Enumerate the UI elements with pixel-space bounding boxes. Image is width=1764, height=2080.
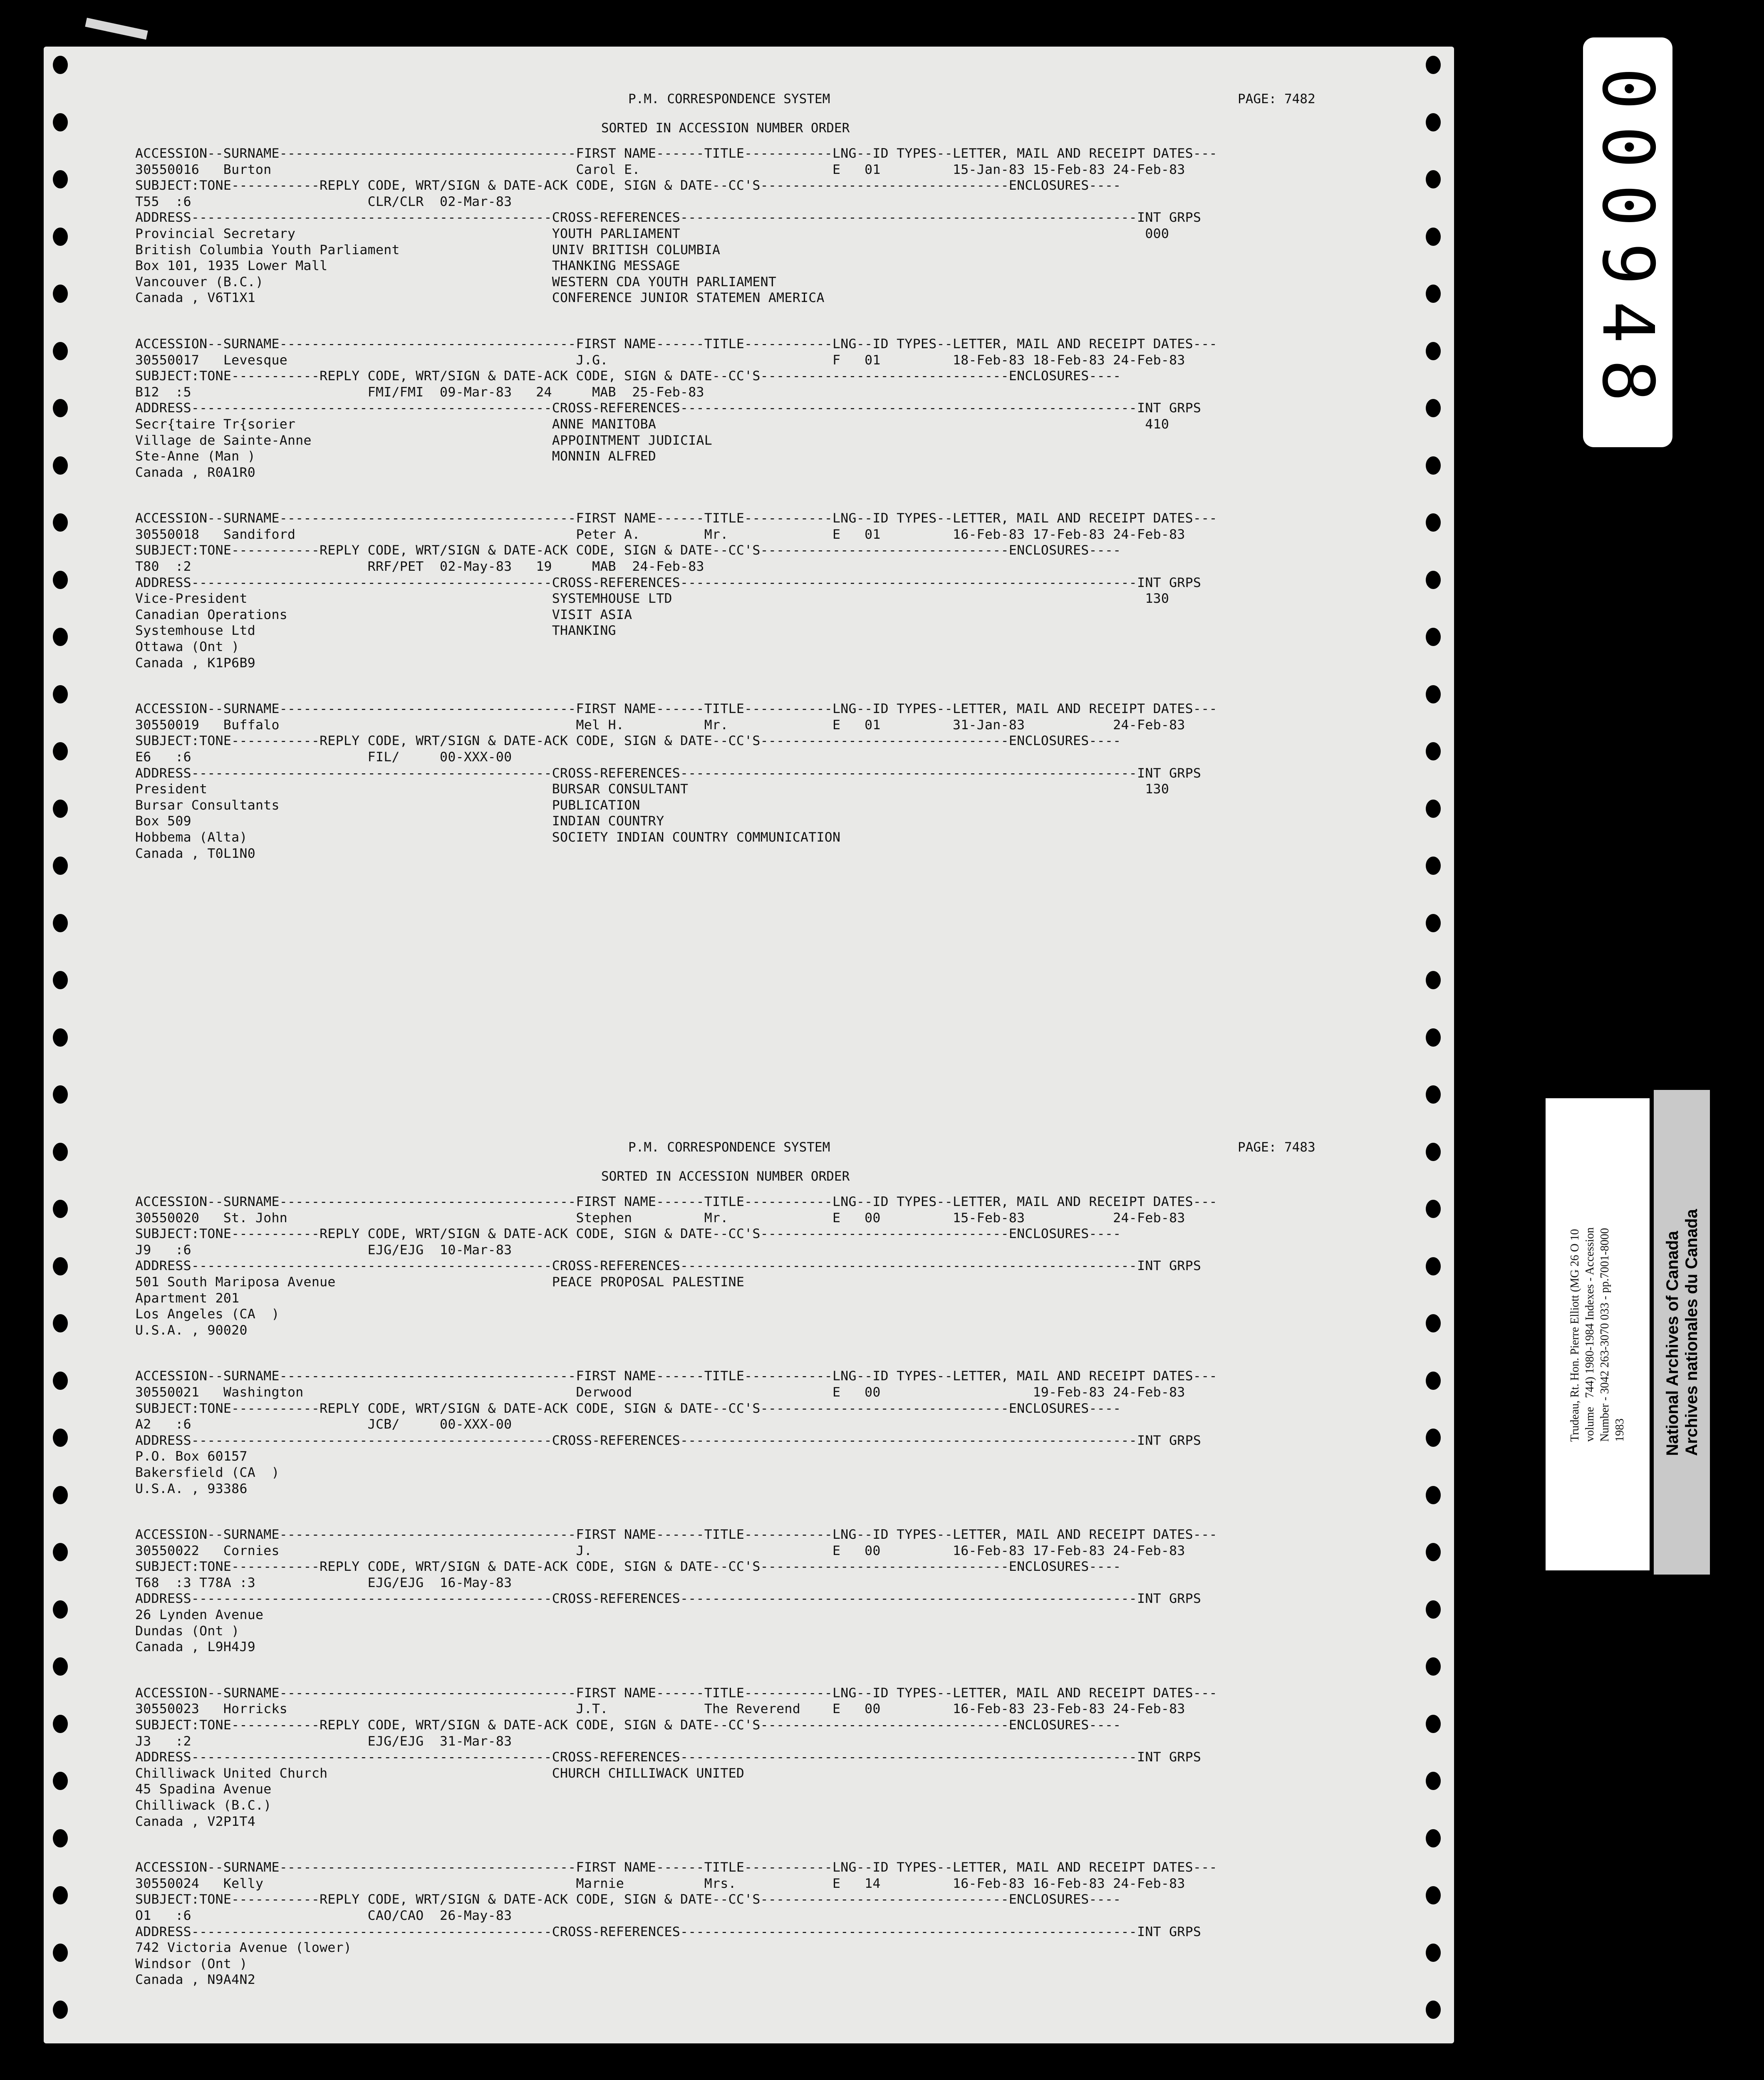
record-line: T55 :6 CLR/CLR 02-Mar-83 (135, 194, 512, 209)
report-page (135, 1140, 1367, 2018)
tractor-hole (53, 1829, 68, 1847)
tractor-hole (1426, 914, 1441, 932)
archive-name-label (1654, 1090, 1710, 1575)
accession-record (135, 1860, 1367, 1988)
tractor-hole (53, 1772, 68, 1790)
record-line: 30550024 Kelly Marnie Mrs. E 14 16-Feb-83 16-Feb-83 24-Feb-83 (135, 1876, 1185, 1891)
tractor-hole (1426, 399, 1441, 417)
accession-record (135, 146, 1367, 306)
record-line: Village de Sainte-Anne APPOINTMENT JUDICIAL (135, 433, 713, 448)
record-line: SUBJECT:TONE-----------REPLY CODE, WRT/SIGN & DATE-ACK CODE, SIGN & DATE--CC'S-------------------------------ENCLOSURES---- (135, 1401, 1121, 1416)
tractor-hole (1426, 1085, 1441, 1104)
tractor-hole (1426, 1314, 1441, 1332)
tractor-hole (1426, 1944, 1441, 1962)
record-line: SUBJECT:TONE-----------REPLY CODE, WRT/SIGN & DATE-ACK CODE, SIGN & DATE--CC'S-------------------------------ENCLOSURES---- (135, 1559, 1121, 1575)
record-line: P.O. Box 60157 (135, 1449, 248, 1464)
archive-description (1568, 1227, 1628, 1442)
record-line: ADDRESS---------------------------------------------CROSS-REFERENCES---------------------------------------------------------INT GRPS (135, 765, 1202, 781)
record-line: 45 Spadina Avenue (135, 1782, 272, 1797)
record-line: SUBJECT:TONE-----------REPLY CODE, WRT/SIGN & DATE-ACK CODE, SIGN & DATE--CC'S-------------------------------ENCLOSURES---- (135, 543, 1121, 558)
record-line: E6 :6 FIL/ 00-XXX-00 (135, 750, 512, 765)
record-line: ACCESSION--SURNAME-------------------------------------FIRST NAME------TITLE-----------LNG--ID TYPES--LETTER, MAIL AND RECEIPT DATES--- (135, 146, 1217, 161)
tractor-hole (1426, 800, 1441, 818)
record-line: Los Angeles (CA ) (135, 1307, 280, 1322)
record-line: SUBJECT:TONE-----------REPLY CODE, WRT/SIGN & DATE-ACK CODE, SIGN & DATE--CC'S-------------------------------ENCLOSURES---- (135, 733, 1121, 749)
record-line: Canada , K1P6B9 (135, 655, 255, 671)
page-number: PAGE: 7483 (1238, 1140, 1316, 1155)
tractor-hole (1426, 1829, 1441, 1847)
tractor-hole (53, 2001, 68, 2019)
page-header (135, 92, 1367, 146)
tractor-hole (53, 1257, 68, 1275)
tractor-hole (53, 1314, 68, 1332)
record-line: ADDRESS---------------------------------------------CROSS-REFERENCES---------------------------------------------------------INT GRPS (135, 210, 1202, 225)
page-number: PAGE: 7482 (1238, 92, 1316, 106)
tractor-hole (53, 228, 68, 246)
record-line: 30550023 Horricks J.T. The Reverend E 00 16-Feb-83 23-Feb-83 24-Feb-83 (135, 1701, 1185, 1717)
tractor-hole (1426, 1715, 1441, 1733)
record-line: Bakersfield (CA ) (135, 1465, 280, 1480)
sort-title: SORTED IN ACCESSION NUMBER ORDER (601, 121, 850, 136)
tractor-hole (1426, 628, 1441, 646)
record-line: J9 :6 EJG/EJG 10-Mar-83 (135, 1242, 512, 1258)
tractor-hole (1426, 1372, 1441, 1390)
accession-record (135, 1368, 1367, 1497)
record-line: A2 :6 JCB/ 00-XXX-00 (135, 1417, 512, 1432)
record-line: ACCESSION--SURNAME-------------------------------------FIRST NAME------TITLE-----------LNG--ID TYPES--LETTER, MAIL AND RECEIPT DATES--- (135, 511, 1217, 526)
tractor-hole (53, 1028, 68, 1047)
tractor-hole (1426, 685, 1441, 703)
record-line: Box 101, 1935 Lower Mall THANKING MESSAGE (135, 258, 680, 274)
tractor-hole (53, 170, 68, 188)
record-line: 30550021 Washington Derwood E 00 19-Feb-83 24-Feb-83 (135, 1384, 1185, 1400)
tractor-hole (53, 1200, 68, 1218)
record-line: T80 :2 RRF/PET 02-May-83 19 MAB 24-Feb-83 (135, 559, 704, 574)
archive-name (1663, 1209, 1701, 1456)
tractor-hole (53, 285, 68, 303)
record-line: Provincial Secretary YOUTH PARLIAMENT 000 (135, 226, 1169, 241)
tractor-hole (1426, 1028, 1441, 1047)
archive-description-label (1546, 1098, 1650, 1570)
record-list (135, 146, 1367, 862)
record-line: Secr{taire Tr{sorier ANNE MANITOBA 410 (135, 416, 1169, 432)
paper-corner-mark (85, 18, 148, 40)
tractor-hole (1426, 971, 1441, 989)
record-line: 30550018 Sandiford Peter A. Mr. E 01 16-Feb-83 17-Feb-83 24-Feb-83 (135, 527, 1185, 542)
record-line: ACCESSION--SURNAME-------------------------------------FIRST NAME------TITLE-----------LNG--ID TYPES--LETTER, MAIL AND RECEIPT DATES--- (135, 336, 1217, 352)
record-line: Dundas (Ont ) (135, 1623, 240, 1639)
accession-record (135, 510, 1367, 671)
tractor-hole (1426, 1657, 1441, 1676)
record-line: ACCESSION--SURNAME-------------------------------------FIRST NAME------TITLE-----------LNG--ID TYPES--LETTER, MAIL AND RECEIPT DATES--- (135, 1527, 1217, 1543)
record-line: Chilliwack (B.C.) (135, 1798, 272, 1813)
record-line: Vice-President SYSTEMHOUSE LTD 130 (135, 591, 1169, 607)
record-line: Bursar Consultants PUBLICATION (135, 797, 640, 813)
tractor-hole (1426, 1143, 1441, 1161)
accession-record (135, 1685, 1367, 1830)
record-line: Vancouver (B.C.) WESTERN CDA YOUTH PARLIAMENT (135, 274, 777, 290)
record-line: ADDRESS---------------------------------------------CROSS-REFERENCES---------------------------------------------------------INT GRPS (135, 1433, 1202, 1448)
tractor-hole (1426, 170, 1441, 188)
record-line: ADDRESS---------------------------------------------CROSS-REFERENCES---------------------------------------------------------INT GRPS (135, 401, 1202, 416)
tractor-hole (1426, 56, 1441, 74)
record-line: Canada , V2P1T4 (135, 1814, 255, 1829)
tractor-hole (1426, 113, 1441, 131)
archive-description-line: 1983 (1613, 1418, 1626, 1442)
tractor-hole (53, 800, 68, 818)
record-line: 30550017 Levesque J.G. F 01 18-Feb-83 18-Feb-83 24-Feb-83 (135, 352, 1185, 368)
tractor-hole (53, 1372, 68, 1390)
tractor-hole (53, 914, 68, 932)
record-line: ACCESSION--SURNAME-------------------------------------FIRST NAME------TITLE-----------LNG--ID TYPES--LETTER, MAIL AND RECEIPT DATES--- (135, 1194, 1217, 1209)
record-line: ACCESSION--SURNAME-------------------------------------FIRST NAME------TITLE-----------LNG--ID TYPES--LETTER, MAIL AND RECEIPT DATES--- (135, 701, 1217, 717)
tractor-hole (1426, 742, 1441, 760)
printout-sheet (44, 47, 1454, 2043)
tractor-hole (53, 456, 68, 475)
record-line: Ste-Anne (Man ) MONNIN ALFRED (135, 449, 657, 464)
tractor-hole (53, 513, 68, 532)
accession-record (135, 336, 1367, 480)
tractor-hole (1426, 513, 1441, 532)
tractor-hole (53, 1429, 68, 1447)
archive-description-line: Trudeau, Rt. Hon. Pierre Elliott (MG 26 O 10 (1568, 1228, 1581, 1442)
sort-title: SORTED IN ACCESSION NUMBER ORDER (601, 1169, 850, 1184)
tractor-hole (53, 971, 68, 989)
tractor-hole (53, 628, 68, 646)
record-line: ADDRESS---------------------------------------------CROSS-REFERENCES---------------------------------------------------------INT GRPS (135, 1750, 1202, 1765)
record-line: SUBJECT:TONE-----------REPLY CODE, WRT/SIGN & DATE-ACK CODE, SIGN & DATE--CC'S-------------------------------ENCLOSURES---- (135, 1892, 1121, 1907)
record-line: ACCESSION--SURNAME-------------------------------------FIRST NAME------TITLE-----------LNG--ID TYPES--LETTER, MAIL AND RECEIPT DATES--- (135, 1860, 1217, 1875)
record-line: U.S.A. , 90020 (135, 1322, 248, 1338)
record-line: Canada , N9A4N2 (135, 1972, 255, 1988)
tractor-hole (1426, 1200, 1441, 1218)
tractor-hole (53, 571, 68, 589)
record-line: Hobbema (Alta) SOCIETY INDIAN COUNTRY COMMUNICATION (135, 830, 841, 845)
tractor-hole (53, 113, 68, 131)
page-header (135, 1140, 1367, 1194)
archive-description-line: Number - 3042 263-3070 033 - pp.7001-8000 (1598, 1228, 1611, 1442)
record-line: Canada , T0L1N0 (135, 846, 255, 861)
record-line: ADDRESS---------------------------------------------CROSS-REFERENCES---------------------------------------------------------INT GRPS (135, 1258, 1202, 1274)
record-line: British Columbia Youth Parliament UNIV BRITISH COLUMBIA (135, 242, 721, 258)
system-title: P.M. CORRESPONDENCE SYSTEM (628, 1140, 830, 1155)
tractor-hole (1426, 285, 1441, 303)
frame-number: 000948 (1586, 67, 1669, 418)
record-line: 30550019 Buffalo Mel H. Mr. E 01 31-Jan-83 24-Feb-83 (135, 717, 1185, 733)
accession-record (135, 701, 1367, 862)
record-line: SUBJECT:TONE-----------REPLY CODE, WRT/SIGN & DATE-ACK CODE, SIGN & DATE--CC'S-------------------------------ENCLOSURES---- (135, 1226, 1121, 1242)
record-line: SUBJECT:TONE-----------REPLY CODE, WRT/SIGN & DATE-ACK CODE, SIGN & DATE--CC'S-------------------------------ENCLOSURES---- (135, 369, 1121, 384)
record-line: ACCESSION--SURNAME-------------------------------------FIRST NAME------TITLE-----------LNG--ID TYPES--LETTER, MAIL AND RECEIPT DATES--- (135, 1685, 1217, 1701)
tractor-hole (1426, 1429, 1441, 1447)
tractor-hole (53, 1657, 68, 1676)
tractor-hole (53, 1543, 68, 1561)
record-line: 501 South Mariposa Avenue PEACE PROPOSAL PALESTINE (135, 1274, 745, 1290)
record-line: 26 Lynden Avenue (135, 1607, 264, 1623)
tractor-hole (53, 1886, 68, 1904)
tractor-hole (1426, 228, 1441, 246)
tractor-hole (1426, 2001, 1441, 2019)
tractor-hole (1426, 1886, 1441, 1904)
record-line: Box 509 INDIAN COUNTRY (135, 814, 664, 829)
tractor-hole (53, 56, 68, 74)
accession-record (135, 1527, 1367, 1655)
record-line: U.S.A. , 93386 (135, 1481, 248, 1496)
record-line: Canada , V6T1X1 CONFERENCE JUNIOR STATEMEN AMERICA (135, 290, 825, 306)
record-line: ACCESSION--SURNAME-------------------------------------FIRST NAME------TITLE-----------LNG--ID TYPES--LETTER, MAIL AND RECEIPT DATES--- (135, 1369, 1217, 1384)
tractor-hole (53, 1085, 68, 1104)
record-line: ADDRESS---------------------------------------------CROSS-REFERENCES---------------------------------------------------------INT GRPS (135, 1591, 1202, 1607)
accession-record (135, 1194, 1367, 1338)
tractor-hole (53, 1600, 68, 1619)
record-line: T68 :3 T78A :3 EJG/EJG 16-May-83 (135, 1575, 512, 1590)
record-line: 742 Victoria Avenue (lower) (135, 1940, 352, 1956)
tractor-hole (1426, 571, 1441, 589)
tractor-hole (1426, 342, 1441, 360)
archive-name-fr: Archives nationales du Canada (1682, 1208, 1701, 1456)
tractor-hole (1426, 1486, 1441, 1504)
tractor-hole (53, 1715, 68, 1733)
record-line: Chilliwack United Church CHURCH CHILLIWACK UNITED (135, 1766, 745, 1781)
tractor-hole (53, 857, 68, 875)
record-line: 30550020 St. John Stephen Mr. E 00 15-Feb-83 24-Feb-83 (135, 1210, 1185, 1226)
tractor-hole (53, 742, 68, 760)
record-line: Windsor (Ont ) (135, 1956, 248, 1971)
tractor-hole (1426, 1543, 1441, 1561)
record-line: Systemhouse Ltd THANKING (135, 623, 616, 639)
tractor-hole (53, 342, 68, 360)
tractor-hole (53, 1486, 68, 1504)
record-line: B12 :5 FMI/FMI 09-Mar-83 24 MAB 25-Feb-83 (135, 384, 704, 400)
tractor-hole (1426, 1600, 1441, 1619)
record-line: SUBJECT:TONE-----------REPLY CODE, WRT/SIGN & DATE-ACK CODE, SIGN & DATE--CC'S-------------------------------ENCLOSURES---- (135, 1718, 1121, 1733)
record-line: O1 :6 CAO/CAO 26-May-83 (135, 1908, 512, 1923)
record-line: President BURSAR CONSULTANT 130 (135, 782, 1169, 797)
record-line: J3 :2 EJG/EJG 31-Mar-83 (135, 1733, 512, 1749)
tractor-hole (53, 1143, 68, 1161)
system-title: P.M. CORRESPONDENCE SYSTEM (628, 92, 830, 106)
record-line: 30550016 Burton Carol E. E 01 15-Jan-83 15-Feb-83 24-Feb-83 (135, 162, 1185, 177)
record-line: Apartment 201 (135, 1290, 240, 1306)
tractor-hole (1426, 857, 1441, 875)
frame-number-stamp (1583, 37, 1672, 447)
record-line: Canada , R0A1R0 (135, 465, 255, 480)
record-line: SUBJECT:TONE-----------REPLY CODE, WRT/SIGN & DATE-ACK CODE, SIGN & DATE--CC'S-------------------------------ENCLOSURES---- (135, 178, 1121, 193)
record-list (135, 1194, 1367, 1988)
record-line: ADDRESS---------------------------------------------CROSS-REFERENCES---------------------------------------------------------INT GRPS (135, 1924, 1202, 1939)
record-line: Canada , L9H4J9 (135, 1639, 255, 1655)
tractor-hole (53, 399, 68, 417)
record-line: ADDRESS---------------------------------------------CROSS-REFERENCES---------------------------------------------------------INT GRPS (135, 575, 1202, 590)
archive-description-line: volume 744) 1980-1984 Indexes - Accession (1583, 1227, 1596, 1442)
archive-name-en: National Archives of Canada (1663, 1231, 1682, 1456)
record-line: Canadian Operations VISIT ASIA (135, 607, 632, 622)
tractor-hole (1426, 1257, 1441, 1275)
record-line: 30550022 Cornies J. E 00 16-Feb-83 17-Feb-83 24-Feb-83 (135, 1543, 1185, 1558)
tractor-hole (53, 685, 68, 703)
tractor-hole (53, 1944, 68, 1962)
tractor-hole (1426, 456, 1441, 475)
report-page (135, 92, 1367, 891)
tractor-hole (1426, 1772, 1441, 1790)
record-line: Ottawa (Ont ) (135, 639, 240, 655)
